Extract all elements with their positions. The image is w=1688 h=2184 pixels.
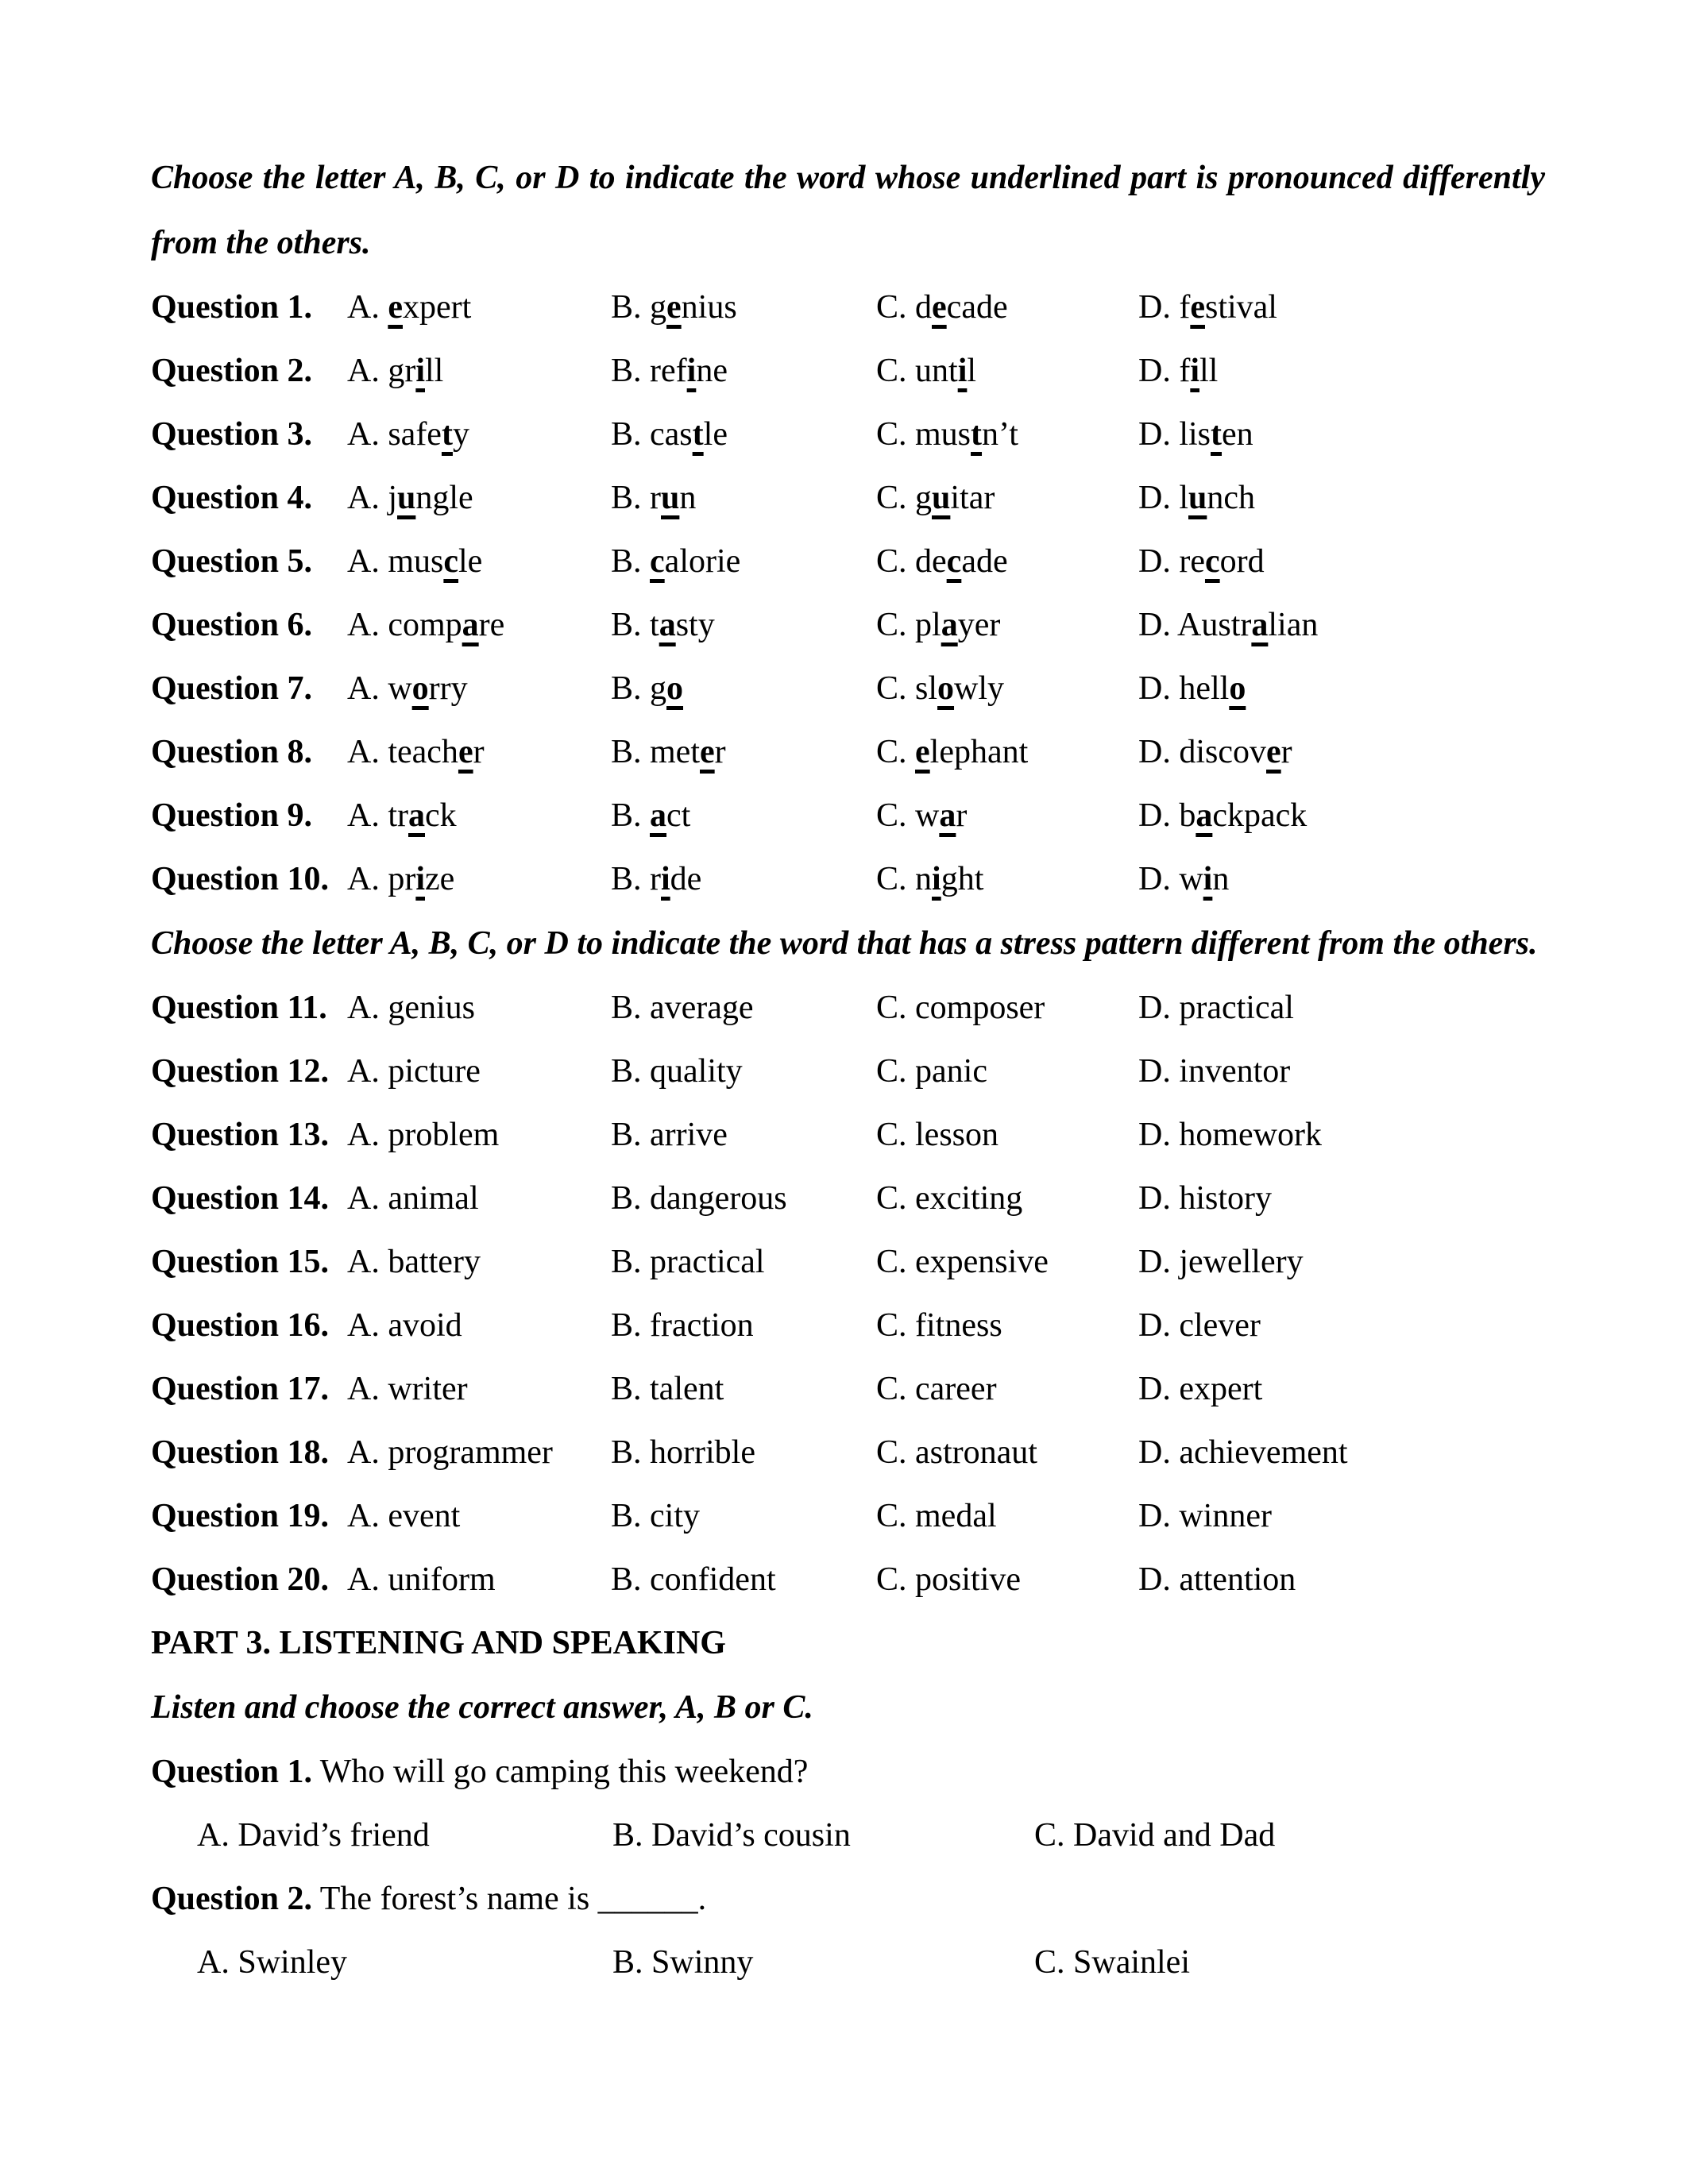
answer-option-d: D. expert: [1138, 1371, 1263, 1407]
stress-instruction: Choose the letter A, B, C, or D to indicate the word that has a stress pattern different from the others.: [151, 925, 1538, 962]
answer-option-b: B. tasty: [611, 607, 715, 643]
question-row: [151, 1230, 1545, 1294]
question-row: [151, 1421, 1545, 1484]
answer-option-c: C. composer: [876, 990, 1045, 1026]
underlined-letter: o: [937, 670, 955, 707]
question-label: Question 10.: [151, 861, 330, 897]
answer-option-b: B. run: [611, 480, 697, 516]
underlined-letter: i: [415, 353, 425, 389]
answer-option-c: C. expensive: [876, 1244, 1049, 1280]
answer-option-a: A. jungle: [347, 480, 473, 516]
underlined-letter: i: [686, 353, 697, 389]
answer-option-a: A. programmer: [347, 1434, 553, 1471]
answer-option-d: D. achievement: [1138, 1434, 1348, 1471]
question-label: Question 3.: [151, 416, 313, 453]
answer-option-d: D. hello: [1138, 670, 1246, 707]
underlined-letter: c: [1204, 543, 1220, 580]
answer-option-a: A. avoid: [347, 1307, 462, 1344]
question-row: [151, 720, 1545, 784]
answer-option-c: C. astronaut: [876, 1434, 1037, 1471]
underlined-letter: c: [443, 543, 459, 580]
underlined-letter: u: [932, 480, 951, 516]
answer-option-a: A. picture: [347, 1053, 481, 1090]
underlined-letter: e: [915, 734, 930, 770]
answer-option-b: B. Swinny: [612, 1944, 754, 1981]
underlined-letter: a: [408, 797, 425, 834]
answer-option-c: C. mustn’t: [876, 416, 1018, 453]
question-label: Question 9.: [151, 797, 313, 834]
underlined-letter: e: [700, 734, 715, 770]
underlined-letter: o: [411, 670, 429, 707]
answer-option-b: B. meter: [611, 734, 726, 770]
answer-option-d: D. backpack: [1138, 797, 1308, 834]
answer-option-d: D. attention: [1138, 1561, 1296, 1598]
question-label: Question 4.: [151, 480, 313, 516]
answer-option-c: C. career: [876, 1371, 997, 1407]
answer-option-a: A. problem: [347, 1117, 500, 1153]
answer-option-d: D. Australian: [1138, 607, 1319, 643]
underlined-letter: i: [1190, 353, 1199, 389]
underlined-letter: e: [932, 289, 947, 326]
answer-option-b: B. dangerous: [611, 1180, 787, 1217]
answer-option-a: A. expert: [347, 289, 472, 326]
question-row: [151, 1040, 1545, 1103]
underlined-letter: a: [650, 797, 667, 834]
answer-option-a: A. battery: [347, 1244, 481, 1280]
underlined-letter: i: [957, 353, 968, 389]
answer-option-d: D. lunch: [1138, 480, 1256, 516]
listening-question: Question 1. Who will go camping this weekend?: [151, 1754, 809, 1790]
answer-option-d: D. history: [1138, 1180, 1272, 1217]
listening-options: [151, 1804, 1545, 1867]
answer-option-d: D. homework: [1138, 1117, 1322, 1153]
underlined-letter: t: [441, 416, 453, 453]
underlined-letter: i: [932, 861, 941, 897]
answer-option-b: B. act: [611, 797, 691, 834]
question-label: Question 7.: [151, 670, 313, 707]
answer-option-a: A. Swinley: [197, 1944, 347, 1981]
stress-questions: [151, 976, 1545, 1611]
listening-questions: [151, 1740, 1545, 1994]
answer-option-b: B. go: [611, 670, 684, 707]
answer-option-d: D. practical: [1138, 990, 1294, 1026]
pronunciation-instruction: Choose the letter A, B, C, or D to indicate the word whose underlined part is pronounced differently from the others.: [151, 160, 1545, 261]
answer-option-c: C. David and Dad: [1034, 1817, 1276, 1854]
question-label: Question 1.: [151, 289, 313, 326]
question-label: Question 2.: [151, 353, 313, 389]
question-row: [151, 466, 1545, 530]
question-label: Question 18.: [151, 1434, 330, 1471]
answer-option-b: B. quality: [611, 1053, 743, 1090]
underlined-letter: a: [939, 797, 956, 834]
underlined-letter: u: [1188, 480, 1207, 516]
answer-option-c: C. fitness: [876, 1307, 1002, 1344]
answer-option-d: D. jewellery: [1138, 1244, 1304, 1280]
answer-option-d: D. fill: [1138, 353, 1219, 389]
underlined-letter: o: [666, 670, 684, 707]
question-label: Question 20.: [151, 1561, 330, 1598]
answer-option-a: A. muscle: [347, 543, 483, 580]
underlined-letter: e: [388, 289, 403, 326]
answer-option-c: C. medal: [876, 1498, 997, 1534]
underlined-letter: t: [1211, 416, 1223, 453]
answer-option-b: B. calorie: [611, 543, 741, 580]
answer-option-c: C. until: [876, 353, 977, 389]
answer-option-b: B. arrive: [611, 1117, 728, 1153]
answer-option-c: C. elephant: [876, 734, 1029, 770]
underlined-letter: i: [1203, 861, 1213, 897]
answer-option-c: C. war: [876, 797, 968, 834]
question-row: [151, 657, 1545, 720]
answer-option-c: C. decade: [876, 289, 1008, 326]
question-label: Question 19.: [151, 1498, 330, 1534]
answer-option-d: D. listen: [1138, 416, 1253, 453]
question-row: [151, 1103, 1545, 1167]
question-row: [151, 276, 1545, 339]
question-row: [151, 403, 1545, 466]
underlined-letter: e: [1266, 734, 1281, 770]
underlined-letter: a: [659, 607, 676, 643]
answer-option-b: B. average: [611, 990, 754, 1026]
answer-option-a: A. uniform: [347, 1561, 496, 1598]
underlined-letter: e: [458, 734, 473, 770]
pronunciation-questions: [151, 276, 1545, 911]
underlined-letter: i: [415, 861, 425, 897]
underlined-letter: u: [661, 480, 680, 516]
answer-option-d: D. win: [1138, 861, 1230, 897]
underlined-letter: i: [661, 861, 670, 897]
underlined-letter: e: [1190, 289, 1205, 326]
underlined-letter: a: [1196, 797, 1213, 834]
answer-option-b: B. David’s cousin: [612, 1817, 851, 1854]
question-label: Question 5.: [151, 543, 313, 580]
question-label: Question 11.: [151, 990, 327, 1026]
answer-option-d: D. inventor: [1138, 1053, 1291, 1090]
answer-option-a: A. teacher: [347, 734, 485, 770]
answer-option-b: B. fraction: [611, 1307, 754, 1344]
underlined-letter: c: [946, 543, 962, 580]
question-label: Question 6.: [151, 607, 313, 643]
underlined-letter: t: [692, 416, 704, 453]
question-row: [151, 1548, 1545, 1611]
answer-option-c: C. guitar: [876, 480, 995, 516]
answer-option-a: A. genius: [347, 990, 475, 1026]
question-row: [151, 1167, 1545, 1230]
question-row: [151, 784, 1545, 847]
answer-option-a: A. safety: [347, 416, 469, 453]
answer-option-d: D. festival: [1138, 289, 1277, 326]
part3-instruction: Listen and choose the correct answer, A, B or C.: [151, 1689, 813, 1726]
question-label: Question 2.: [151, 1881, 313, 1917]
question-label: Question 15.: [151, 1244, 330, 1280]
question-row: [151, 847, 1545, 911]
part3-heading: PART 3. LISTENING AND SPEAKING: [151, 1625, 726, 1661]
answer-option-a: A. track: [347, 797, 457, 834]
question-label: Question 1.: [151, 1754, 313, 1790]
question-row: [151, 339, 1545, 403]
question-row: [151, 593, 1545, 657]
question-row: [151, 1294, 1545, 1357]
answer-option-c: C. night: [876, 861, 984, 897]
answer-option-c: C. slowly: [876, 670, 1005, 707]
underlined-letter: a: [941, 607, 958, 643]
question-label: Question 13.: [151, 1117, 330, 1153]
answer-option-a: A. worry: [347, 670, 468, 707]
answer-option-b: B. castle: [611, 416, 728, 453]
question-label: Question 16.: [151, 1307, 330, 1344]
question-row: [151, 1484, 1545, 1548]
answer-option-b: B. confident: [611, 1561, 776, 1598]
answer-option-b: B. city: [611, 1498, 700, 1534]
answer-option-b: B. genius: [611, 289, 737, 326]
listening-options: [151, 1931, 1545, 1994]
underlined-letter: u: [397, 480, 416, 516]
question-label: Question 17.: [151, 1371, 330, 1407]
question-row: [151, 1357, 1545, 1421]
answer-option-b: B. talent: [611, 1371, 724, 1407]
question-row: [151, 530, 1545, 593]
question-label: Question 8.: [151, 734, 313, 770]
underlined-letter: a: [462, 607, 479, 643]
answer-option-a: A. animal: [347, 1180, 479, 1217]
question-label: Question 12.: [151, 1053, 330, 1090]
answer-option-a: A. David’s friend: [197, 1817, 430, 1854]
answer-option-a: A. compare: [347, 607, 505, 643]
answer-option-c: C. panic: [876, 1053, 987, 1090]
answer-option-b: B. ride: [611, 861, 702, 897]
answer-option-b: B. horrible: [611, 1434, 755, 1471]
answer-option-c: C. player: [876, 607, 1001, 643]
underlined-letter: c: [650, 543, 665, 580]
answer-option-c: C. positive: [876, 1561, 1022, 1598]
answer-option-a: A. event: [347, 1498, 461, 1534]
answer-option-c: C. decade: [876, 543, 1008, 580]
answer-option-c: C. lesson: [876, 1117, 999, 1153]
answer-option-a: A. grill: [347, 353, 444, 389]
answer-option-a: A. prize: [347, 861, 455, 897]
underlined-letter: a: [1251, 607, 1269, 643]
answer-option-d: D. discover: [1138, 734, 1292, 770]
answer-option-b: B. practical: [611, 1244, 765, 1280]
answer-option-b: B. refine: [611, 353, 728, 389]
answer-option-d: D. winner: [1138, 1498, 1272, 1534]
answer-option-d: D. record: [1138, 543, 1265, 580]
underlined-letter: t: [971, 416, 983, 453]
underlined-letter: e: [666, 289, 682, 326]
answer-option-c: C. exciting: [876, 1180, 1023, 1217]
answer-option-a: A. writer: [347, 1371, 468, 1407]
answer-option-c: C. Swainlei: [1034, 1944, 1190, 1981]
question-label: Question 14.: [151, 1180, 330, 1217]
listening-question: Question 2. The forest’s name is ______.: [151, 1881, 707, 1917]
answer-option-d: D. clever: [1138, 1307, 1261, 1344]
question-row: [151, 976, 1545, 1040]
underlined-letter: o: [1229, 670, 1246, 707]
